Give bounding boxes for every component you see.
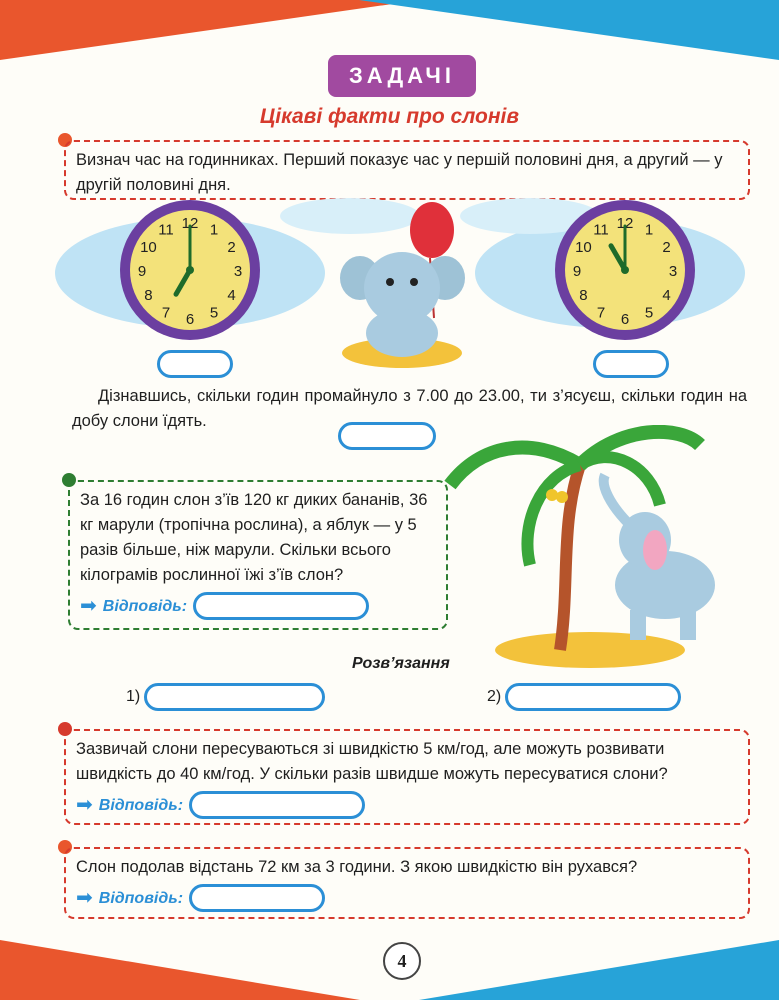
arrow-right-icon: ➡	[76, 793, 93, 816]
page-subtitle: Цікаві факти про слонів	[259, 105, 520, 128]
paragraph-text: Дізнавшись, скільки годин промайнуло з 7.00 до 23.00, ти з’ясуєш, скільки годин на добу слони їдять.	[72, 387, 747, 430]
paragraph-answer-field[interactable]	[338, 422, 436, 450]
corner-decoration-bottom-right	[419, 940, 779, 1000]
clock-number: 7	[596, 304, 606, 322]
clock-number: 4	[227, 287, 236, 304]
clock-number: 12	[181, 215, 199, 232]
arrow-right-icon: ➡	[80, 594, 97, 617]
task-4-answer-row	[76, 884, 738, 912]
task-1-text: Визнач час на годинниках. Перший показує час у першій половині дня, а другий — у другій половині дня.	[76, 151, 723, 194]
clock-number: 6	[620, 311, 630, 328]
banana-icon	[546, 489, 558, 501]
clock-number: 7	[161, 304, 171, 322]
answer-label: Відповідь:	[102, 597, 188, 615]
clock-number: 5	[209, 304, 219, 322]
clock-left	[120, 200, 260, 340]
step-1-label: 1)	[126, 688, 141, 705]
solution-step-2	[487, 683, 681, 711]
step-1-answer-field[interactable]	[144, 683, 325, 711]
task-2-answer-field[interactable]	[193, 592, 369, 620]
cloud-small-left	[280, 198, 420, 234]
clock-number: 1	[644, 221, 654, 239]
clock-number: 1	[209, 221, 219, 239]
clock-number: 2	[662, 239, 671, 256]
clock-number: 5	[644, 304, 654, 322]
page-number: 4	[383, 942, 421, 980]
elephant-body-icon	[366, 309, 438, 357]
island-sand	[495, 632, 685, 668]
clock-center	[621, 266, 629, 274]
task-3-box	[64, 729, 750, 825]
clock-number: 10	[140, 239, 157, 256]
clock-number: 2	[227, 239, 236, 256]
clock-1-answer-field[interactable]	[157, 350, 233, 378]
clock-number: 8	[144, 287, 153, 304]
task-3-answer-field[interactable]	[189, 791, 365, 819]
corner-decoration-top-right	[359, 0, 779, 60]
task-2-box	[68, 480, 448, 630]
answer-label: Відповідь:	[98, 889, 184, 907]
task-3-answer-row	[76, 791, 738, 819]
clock-number: 9	[572, 263, 582, 280]
clock-right	[555, 200, 695, 340]
corner-decoration-bottom-left	[0, 940, 360, 1000]
task-1-box	[64, 140, 750, 200]
balloon-icon	[410, 202, 454, 258]
clock-number: 12	[616, 215, 634, 232]
task-4-box	[64, 847, 750, 919]
clock-number: 9	[137, 263, 147, 280]
arrow-right-icon: ➡	[76, 886, 93, 909]
solution-title: Розв’язання	[352, 655, 450, 672]
corner-decoration-top-left	[0, 0, 420, 60]
task-4-text: Слон подолав відстань 72 км за 3 години. З якою швидкістю він рухався?	[76, 858, 638, 876]
clock-number: 10	[575, 239, 592, 256]
clock-center	[186, 266, 194, 274]
answer-label: Відповідь:	[98, 796, 184, 814]
step-2-label: 2)	[487, 688, 502, 705]
task-2-answer-row	[80, 592, 436, 620]
clock-number: 11	[158, 221, 174, 239]
task-4-answer-field[interactable]	[189, 884, 325, 912]
clock-number: 4	[662, 287, 671, 304]
clock-number: 8	[579, 287, 588, 304]
section-badge: ЗАДАЧІ	[328, 55, 476, 97]
clock-number: 11	[593, 221, 609, 239]
step-2-answer-field[interactable]	[505, 683, 681, 711]
clock-2-answer-field[interactable]	[593, 350, 669, 378]
clock-number: 3	[668, 263, 678, 280]
solution-step-1	[126, 683, 325, 711]
clock-number: 6	[185, 311, 195, 328]
task-3-text: Зазвичай слони пересуваються зі швидкістю 5 км/год, але можуть розвивати швидкість до 40 км/год. У скільки разів швидше можуть пересуватися слони?	[76, 740, 668, 783]
palm-tree-illustration	[440, 425, 750, 675]
task-2-text: За 16 годин слон з’їв 120 кг диких бананів, 36 кг марули (тропічна рослина), а яблук — у 5 разів більше, ніж марули. Скільки всього кілограмів рослинної їжі з’їв слон?	[80, 491, 428, 584]
clock-number: 3	[233, 263, 243, 280]
